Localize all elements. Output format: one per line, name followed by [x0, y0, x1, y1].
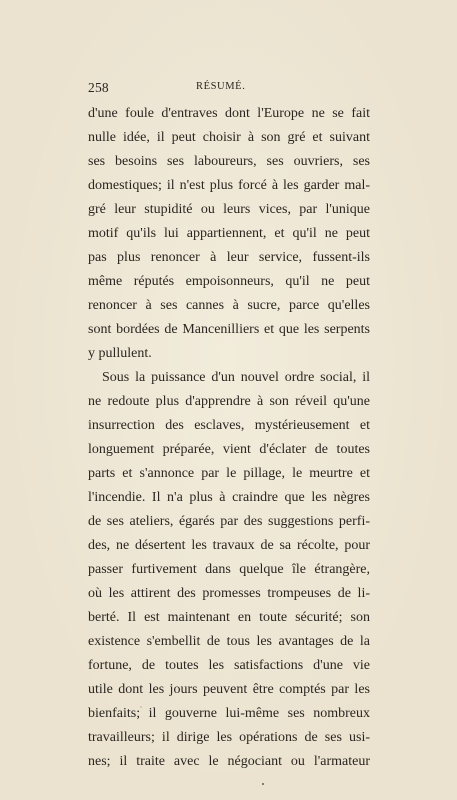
running-title: RÉSUMÉ.: [196, 81, 246, 92]
text-line: motif qu'ils lui appartiennent, et qu'il ne peut: [88, 226, 370, 241]
text-line: ses besoins ses laboureurs, ses ouvriers, ses: [88, 154, 370, 169]
text-line: domestiques; il n'est plus forcé à les garder mal-: [88, 178, 370, 193]
text-line: où les attirent des promesses trompeuses de li-: [88, 586, 370, 601]
text-line: l'incendie. Il n'a plus à craindre que les nègres: [88, 490, 370, 505]
text-line: longuement préparée, vient d'éclater de toutes: [88, 442, 370, 457]
text-line: berté. Il est maintenant en toute sécurité; son: [88, 610, 370, 625]
paper-speck: [262, 783, 264, 785]
text-line: utile dont les jours peuvent être comptés par les: [88, 682, 370, 697]
paper-speck: [140, 706, 142, 708]
text-line: existence s'embellit de tous les avantages de la: [88, 634, 370, 649]
text-line: sont bordées de Mancenilliers et que les serpents: [88, 322, 370, 337]
running-header: [88, 80, 370, 96]
text-line: travailleurs; il dirige les opérations de ses usi-: [88, 730, 370, 745]
text-line: de ses ateliers, égarés par des suggestions perfi-: [88, 514, 370, 529]
text-line: renoncer à ses cannes à sucre, parce qu'elles: [88, 298, 370, 313]
paragraph-start-line: Sous la puissance d'un nouvel ordre social, il: [102, 370, 370, 385]
text-line: gré leur stupidité ou leurs vices, par l'unique: [88, 202, 370, 217]
text-line: nulle idée, il peut choisir à son gré et suivant: [88, 130, 370, 145]
page-number: 258: [88, 80, 109, 95]
text-line: pas plus renoncer à leur service, fussent-ils: [88, 250, 370, 265]
text-line: bienfaits; il gouverne lui-même ses nombreux: [88, 706, 370, 721]
text-line: même réputés empoisonneurs, qu'il ne peut: [88, 274, 370, 289]
text-line: des, ne désertent les travaux de sa récolte, pour: [88, 538, 370, 553]
text-line: fortune, de toutes les satisfactions d'une vie: [88, 658, 370, 673]
text-line: ne redoute plus d'apprendre à son réveil qu'une: [88, 394, 370, 409]
text-line: nes; il traite avec le négociant ou l'armateur: [88, 754, 370, 769]
paragraph-end-line: y pullulent.: [88, 346, 152, 361]
text-line: d'une foule d'entraves dont l'Europe ne se fait: [88, 106, 370, 121]
text-line: insurrection des esclaves, mystérieusement et: [88, 418, 370, 433]
text-line: parts et s'annonce par le pillage, le meurtre et: [88, 466, 370, 481]
text-line: passer furtivement dans quelque île étrangère,: [88, 562, 370, 577]
